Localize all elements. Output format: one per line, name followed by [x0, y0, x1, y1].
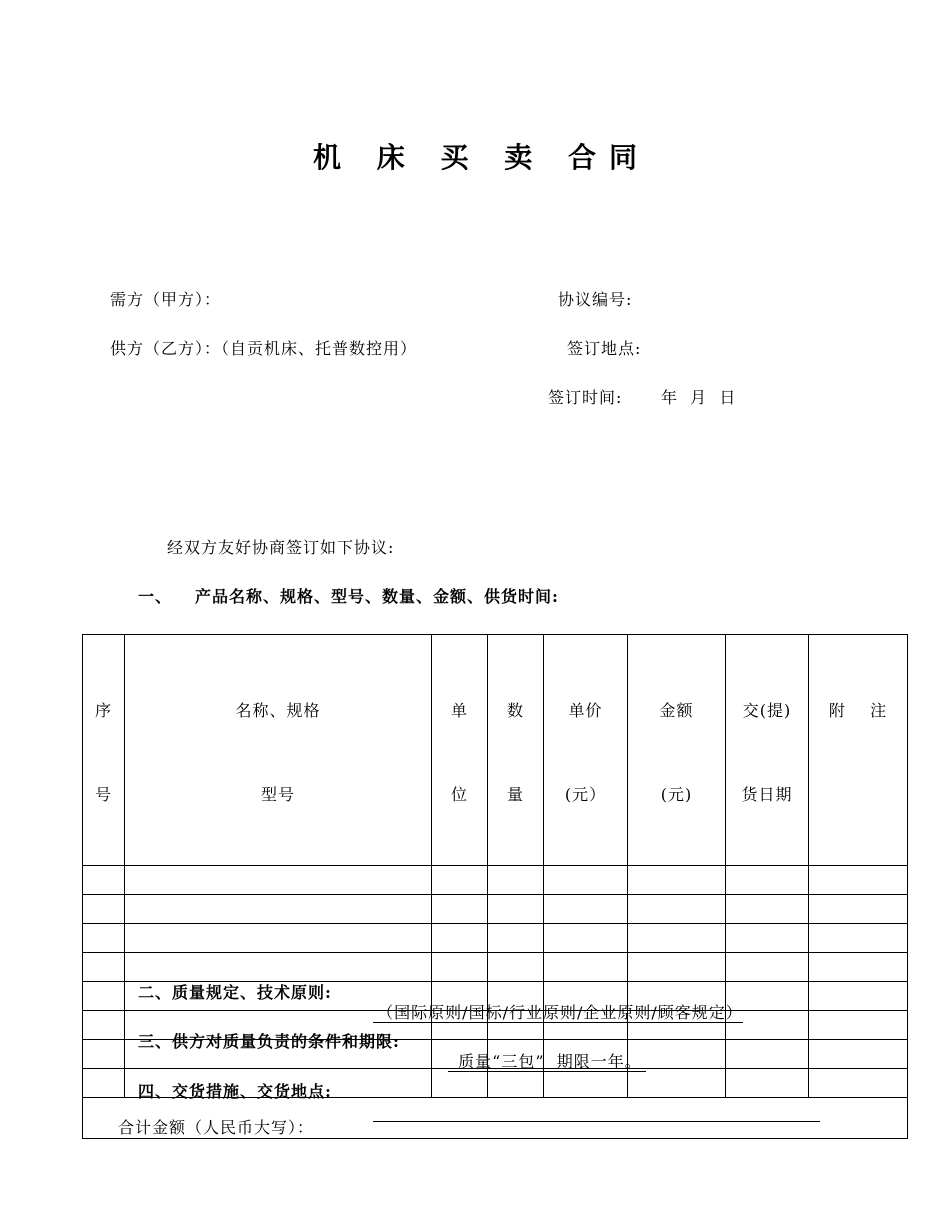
table-cell [809, 953, 908, 982]
header-line: 序 [94, 701, 112, 720]
header-line: (元） [564, 785, 607, 804]
header-line: 型号 [260, 785, 295, 804]
header-amount [628, 635, 726, 866]
header-unit [432, 635, 488, 866]
header-line: (元) [660, 785, 693, 804]
table-cell [809, 1011, 908, 1040]
header-serial-number [83, 635, 125, 866]
table-cell [488, 866, 544, 895]
header-delivery-date [726, 635, 809, 866]
header-line: 量 [506, 785, 524, 804]
table-cell [83, 982, 125, 1011]
section2-value-wrapper [361, 983, 743, 1023]
table-cell [488, 953, 544, 982]
section2-value: （国际原则/国标/行业原则/企业原则/顾客规定） [373, 1003, 743, 1023]
header-line: 数 [506, 701, 524, 720]
table-cell [83, 1011, 125, 1040]
table-cell [83, 924, 125, 953]
header-name-spec [125, 635, 432, 866]
table-cell [628, 895, 726, 924]
supplier-label: 供方（乙方）：（自贡机床、托普数控用） [110, 339, 418, 358]
table-cell [726, 953, 809, 982]
table-cell [488, 895, 544, 924]
section4-label: 四、交货措施、交货地点: [138, 1082, 332, 1101]
table-cell [125, 895, 432, 924]
table-cell [809, 866, 908, 895]
table-cell [432, 895, 488, 924]
table-cell [544, 924, 628, 953]
table-cell [809, 1069, 908, 1098]
header-line: 货日期 [741, 785, 793, 804]
table-cell [83, 1040, 125, 1069]
section4-value-wrapper [361, 1082, 820, 1127]
header-quantity [488, 635, 544, 866]
table-cell [809, 1040, 908, 1069]
sign-place-label: 签订地点: [567, 339, 642, 358]
table-cell [544, 895, 628, 924]
table-header-row [83, 635, 908, 866]
delivery-place-blank-line [373, 1102, 820, 1122]
table-cell [726, 924, 809, 953]
header-line: 单价 [568, 701, 603, 720]
header-line: 交(提) [742, 701, 792, 720]
header-line: 单 [450, 701, 468, 720]
table-cell [544, 866, 628, 895]
section3-label: 三、供方对质量负责的条件和期限: [138, 1032, 400, 1051]
contract-title: 机 床 买 卖 合同 [313, 141, 650, 174]
buyer-label: 需方（甲方）： [110, 290, 222, 309]
table-cell [544, 953, 628, 982]
table-row [83, 895, 908, 924]
table-cell [809, 895, 908, 924]
table-cell [432, 924, 488, 953]
table-cell [628, 953, 726, 982]
header-line: 号 [94, 785, 112, 804]
header-line: 金额 [659, 701, 694, 720]
section3-value: 质量“三包” 期限一年。 [448, 1052, 646, 1072]
intro-text: 经双方友好协商签订如下协议: [167, 538, 395, 557]
table-cell [628, 866, 726, 895]
table-row [83, 866, 908, 895]
table-cell [488, 924, 544, 953]
table-cell [809, 982, 908, 1011]
table-cell [125, 924, 432, 953]
header-line: 名称、规格 [235, 701, 321, 720]
sign-time-value: 年 月 日 [661, 388, 737, 407]
section3-value-wrapper [436, 1032, 646, 1072]
sign-time-label: 签订时间: [548, 388, 623, 407]
table-cell [125, 953, 432, 982]
table-cell [628, 924, 726, 953]
table-row [83, 953, 908, 982]
section1-heading: 产品名称、规格、型号、数量、金额、供货时间: [195, 587, 559, 606]
table-cell [125, 866, 432, 895]
table-cell [726, 895, 809, 924]
table-cell [83, 953, 125, 982]
table-cell [83, 1069, 125, 1098]
table-cell [432, 866, 488, 895]
header-line: 附 注 [828, 701, 888, 720]
table-cell [726, 1040, 809, 1069]
table-cell [726, 866, 809, 895]
table-cell [83, 866, 125, 895]
agreement-number-label: 协议编号: [558, 290, 633, 309]
table-cell [809, 924, 908, 953]
header-remarks [809, 635, 908, 866]
header-line: 位 [450, 785, 468, 804]
table-cell [432, 953, 488, 982]
table-cell [83, 895, 125, 924]
table-row [83, 924, 908, 953]
header-unit-price [544, 635, 628, 866]
section2-label: 二、质量规定、技术原则: [138, 983, 332, 1002]
section1-number: 一、 [138, 587, 173, 606]
total-amount-label: 合计金额（人民币大写）： [83, 1098, 908, 1139]
